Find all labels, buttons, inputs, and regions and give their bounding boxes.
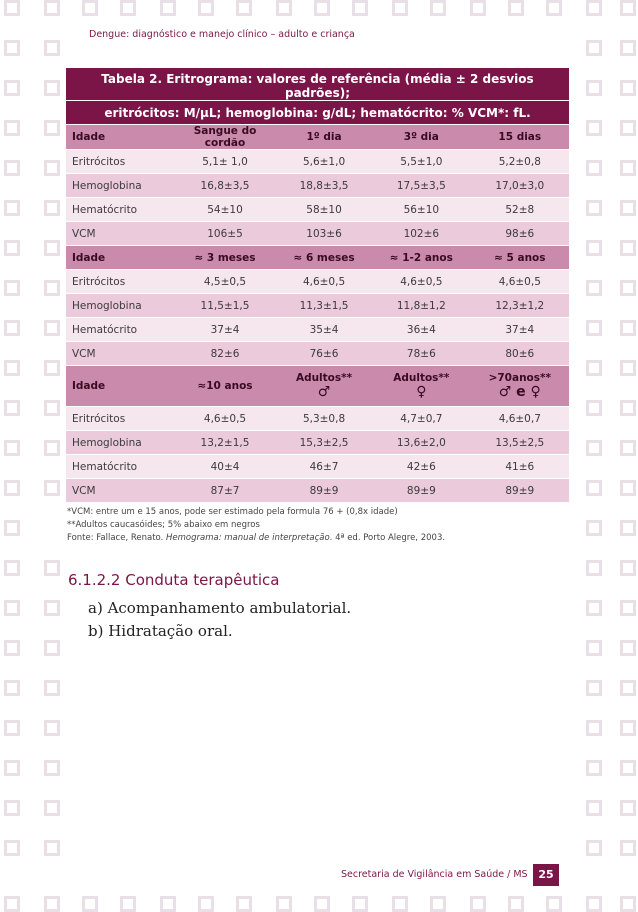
row-label: Hematócrito: [66, 318, 174, 342]
footnote-vcm: *VCM: entre um e 15 anos, pode ser estimado pela formula 76 + (0,8x idade): [67, 507, 398, 517]
table-row: [66, 222, 569, 246]
table-cell: 98±6: [471, 222, 569, 246]
table-cell: 76±6: [276, 342, 372, 366]
table-row: [66, 455, 569, 479]
table-cell: 11,5±1,5: [174, 294, 276, 318]
table-cell: 82±6: [174, 342, 276, 366]
table-cell: 52±8: [471, 198, 569, 222]
table-row: [66, 198, 569, 222]
section-heading: 6.1.2.2 Conduta terapêutica: [68, 571, 280, 589]
list-item: b) Hidratação oral.: [88, 622, 233, 640]
header-cell: Idade: [66, 366, 174, 407]
table-cell: 89±9: [276, 479, 372, 503]
table-cell: 16,8±3,5: [174, 174, 276, 198]
table-cell: 40±4: [174, 455, 276, 479]
footnote-adults: **Adultos caucasóides; 5% abaixo em negros: [67, 520, 260, 530]
header-cell: Sangue do cordão: [174, 125, 276, 150]
table-cell: 37±4: [174, 318, 276, 342]
table-cell: 5,3±0,8: [276, 407, 372, 431]
table-cell: 13,2±1,5: [174, 431, 276, 455]
table-cell: 41±6: [471, 455, 569, 479]
table-cell: 42±6: [372, 455, 471, 479]
table-cell: 5,1± 1,0: [174, 150, 276, 174]
table-header-row: [66, 246, 569, 270]
table-cell: 4,6±0,5: [372, 270, 471, 294]
table-row: [66, 342, 569, 366]
table-title-row: [66, 68, 569, 101]
header-cell: 1º dia: [276, 125, 372, 150]
row-label: Hemoglobina: [66, 294, 174, 318]
table-cell: 36±4: [372, 318, 471, 342]
header-cell: ≈ 1-2 anos: [372, 246, 471, 270]
table-row: [66, 270, 569, 294]
table-cell: 35±4: [276, 318, 372, 342]
table-row: [66, 174, 569, 198]
table-cell: 37±4: [471, 318, 569, 342]
table-cell: 102±6: [372, 222, 471, 246]
row-label: VCM: [66, 479, 174, 503]
table-cell: 17,5±3,5: [372, 174, 471, 198]
row-label: Hematócrito: [66, 198, 174, 222]
table-row: [66, 431, 569, 455]
page-number: 25: [533, 864, 559, 886]
table-cell: 5,5±1,0: [372, 150, 471, 174]
header-cell: ≈ 3 meses: [174, 246, 276, 270]
row-label: Eritrócitos: [66, 150, 174, 174]
table-cell: 4,6±0,5: [276, 270, 372, 294]
table-cell: 87±7: [174, 479, 276, 503]
table-cell: 17,0±3,0: [471, 174, 569, 198]
table-title-line2: eritrócitos: M/µL; hemoglobina: g/dL; hematócrito: % VCM*: fL.: [66, 101, 569, 125]
row-label: VCM: [66, 342, 174, 366]
table-cell: 56±10: [372, 198, 471, 222]
row-label: Hemoglobina: [66, 431, 174, 455]
table-title-line1: Tabela 2. Eritrograma: valores de referência (média ± 2 desvios padrões);: [66, 68, 569, 101]
header-cell: 15 dias: [471, 125, 569, 150]
table-cell: 4,6±0,7: [471, 407, 569, 431]
header-cell: ≈ 5 anos: [471, 246, 569, 270]
header-cell: ≈ 6 meses: [276, 246, 372, 270]
table-cell: 89±9: [471, 479, 569, 503]
table-cell: 103±6: [276, 222, 372, 246]
table-cell: 4,6±0,5: [174, 407, 276, 431]
table-cell: 58±10: [276, 198, 372, 222]
table-row: [66, 150, 569, 174]
table-cell: 4,6±0,5: [471, 270, 569, 294]
table-cell: 11,8±1,2: [372, 294, 471, 318]
table-cell: 46±7: [276, 455, 372, 479]
table-cell: 4,7±0,7: [372, 407, 471, 431]
table-cell: 78±6: [372, 342, 471, 366]
table-cell: 18,8±3,5: [276, 174, 372, 198]
header-cell: Adultos** ♂: [276, 366, 372, 407]
header-cell: Idade: [66, 246, 174, 270]
running-header: Dengue: diagnóstico e manejo clínico – adulto e criança: [89, 29, 355, 40]
female-symbol-icon: ♀: [416, 384, 427, 400]
table-cell: 12,3±1,2: [471, 294, 569, 318]
table-title-row: [66, 101, 569, 125]
table-row: [66, 294, 569, 318]
reference-table: [66, 68, 569, 503]
table-cell: 11,3±1,5: [276, 294, 372, 318]
running-footer: Secretaria de Vigilância em Saúde / MS: [341, 869, 528, 880]
row-label: Eritrócitos: [66, 407, 174, 431]
table-row: [66, 318, 569, 342]
row-label: Hemoglobina: [66, 174, 174, 198]
table-row: [66, 479, 569, 503]
header-cell: Adultos** ♀: [372, 366, 471, 407]
table-cell: 89±9: [372, 479, 471, 503]
list-item: a) Acompanhamento ambulatorial.: [88, 599, 352, 617]
table-cell: 4,5±0,5: [174, 270, 276, 294]
header-cell: ≈10 anos: [174, 366, 276, 407]
table-cell: 54±10: [174, 198, 276, 222]
table-cell: 5,6±1,0: [276, 150, 372, 174]
row-label: Hematócrito: [66, 455, 174, 479]
row-label: Eritrócitos: [66, 270, 174, 294]
table-footnotes: [67, 506, 445, 545]
male-female-symbol-icon: ♂ e ♀: [498, 384, 541, 400]
table-cell: 80±6: [471, 342, 569, 366]
footnote-source: Fonte: Fallace, Renato. Hemograma: manual de interpretação. 4ª ed. Porto Alegre, 2003.: [67, 533, 446, 543]
table-header-row: [66, 366, 569, 407]
male-symbol-icon: ♂: [317, 384, 331, 400]
table-cell: 13,6±2,0: [372, 431, 471, 455]
table-cell: 15,3±2,5: [276, 431, 372, 455]
row-label: VCM: [66, 222, 174, 246]
header-cell: 3º dia: [372, 125, 471, 150]
header-cell: Idade: [66, 125, 174, 150]
table-cell: 13,5±2,5: [471, 431, 569, 455]
table-row: [66, 407, 569, 431]
table-cell: 5,2±0,8: [471, 150, 569, 174]
header-cell: >70anos** ♂ e ♀: [471, 366, 569, 407]
table-header-row: [66, 125, 569, 150]
table-cell: 106±5: [174, 222, 276, 246]
